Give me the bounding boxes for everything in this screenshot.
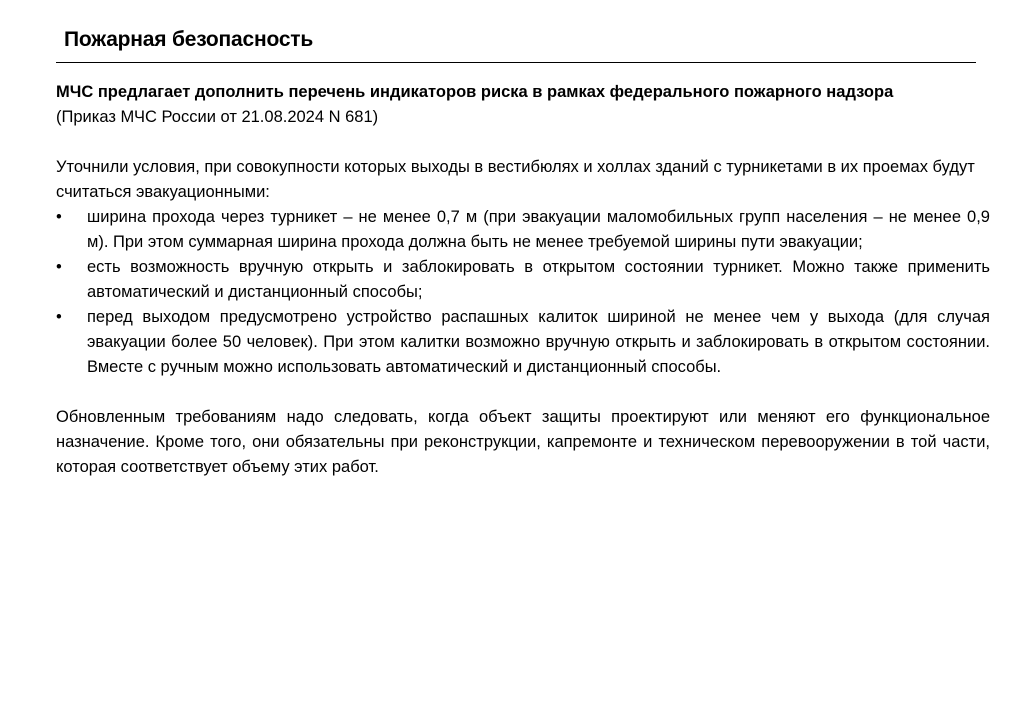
list-item-text: ширина прохода через турникет – не менее 0,7 м (при эвакуации маломобильных групп населения – не менее 0,9 м). При этом суммарная ширина прохода должна быть не менее требуемой ширины пути эвакуации;	[87, 208, 990, 251]
article-intro: Уточнили условия, при совокупности которых выходы в вестибюлях и холлах зданий с турникетами в их проемах будут считаться эвакуационными:	[56, 158, 975, 201]
list-item	[56, 205, 990, 255]
article-closing: Обновленным требованиям надо следовать, когда объект защиты проектируют или меняют его функциональное назначение. Кроме того, они обязательны при реконструкции, капремонте и техническом перевооружении в той части, которая соответствует объему этих работ.	[56, 408, 990, 476]
conditions-list	[56, 205, 990, 380]
paragraph-spacer	[56, 380, 990, 405]
bullet-icon: •	[56, 258, 62, 276]
article-body	[56, 80, 990, 480]
bullet-icon: •	[56, 308, 62, 326]
list-item	[56, 305, 990, 380]
article-source: (Приказ МЧС России от 21.08.2024 N 681)	[56, 108, 379, 126]
title-divider	[56, 62, 976, 63]
list-item-text: перед выходом предусмотрено устройство распашных калиток шириной не менее чем у выхода (для случая эвакуации более 50 человек). При этом калитки возможно вручную открыть и заблокировать в открытом состоянии. Вместе с ручным можно использовать автоматический и дистанционный способы.	[87, 308, 990, 376]
paragraph-spacer	[56, 130, 990, 155]
article-headline: МЧС предлагает дополнить перечень индикаторов риска в рамках федерального пожарного надзора	[56, 83, 894, 101]
page-title: Пожарная безопасность	[64, 28, 314, 51]
list-item	[56, 255, 990, 305]
bullet-icon: •	[56, 208, 62, 226]
list-item-text: есть возможность вручную открыть и заблокировать в открытом состоянии турникет. Можно также применить автоматический и дистанционный способы;	[87, 258, 990, 301]
